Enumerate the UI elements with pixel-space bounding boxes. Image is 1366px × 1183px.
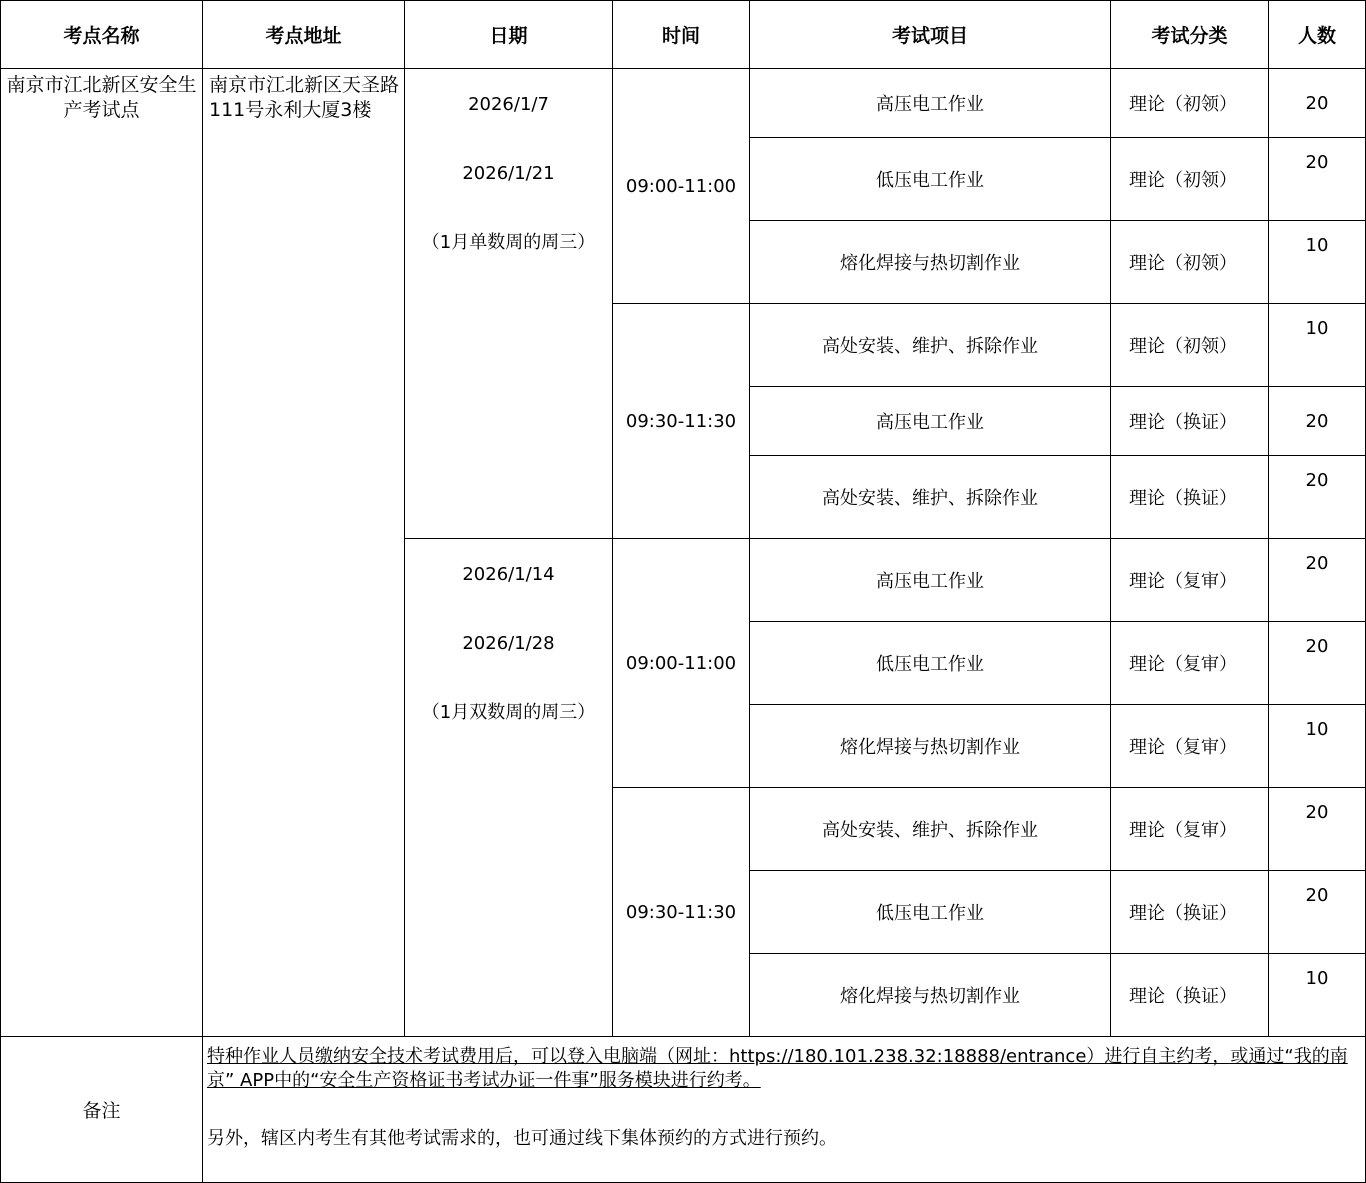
count-cell: 20 [1269,539,1366,622]
category-cell: 理论（复审） [1111,622,1269,705]
site-name-cell: 南京市江北新区安全生产考试点 [1,69,203,1037]
project-cell: 高处安装、维护、拆除作业 [750,788,1111,871]
note-row [1,1037,1366,1183]
header-date: 日期 [405,1,613,69]
category-cell: 理论（换证） [1111,954,1269,1037]
date-text: 2026/1/14 [462,564,555,585]
header-project: 考试项目 [750,1,1111,69]
header-category: 考试分类 [1111,1,1269,69]
date-text: 2026/1/7 [468,94,549,115]
category-cell: 理论（初领） [1111,304,1269,387]
project-cell: 高处安装、维护、拆除作业 [750,456,1111,539]
count-cell: 20 [1269,387,1366,456]
category-cell: 理论（换证） [1111,456,1269,539]
note-text-online-booking: 特种作业人员缴纳安全技术考试费用后，可以登入电脑端（网址：https://180.101.238.32:18888/entrance）进行自主约考，或通过“我的南京” APP中的“安全生产资格证书考试办证一件事”服务模块进行约考。 [207,1046,1348,1091]
project-cell: 低压电工作业 [750,138,1111,221]
project-cell: 低压电工作业 [750,622,1111,705]
date-note: （1月双数周的周三） [421,702,596,723]
category-cell: 理论（初领） [1111,69,1269,138]
project-cell: 低压电工作业 [750,871,1111,954]
date-text: 2026/1/21 [462,163,555,184]
count-cell: 20 [1269,871,1366,954]
note-text-offline-booking: 另外，辖区内考生有其他考试需求的，也可通过线下集体预约的方式进行预约。 [207,1128,837,1149]
count-cell: 10 [1269,221,1366,304]
time-cell: 09:00-11:00 [613,69,750,304]
time-cell: 09:30-11:30 [613,788,750,1037]
count-cell: 20 [1269,788,1366,871]
site-address-cell: 南京市江北新区天圣路111号永利大厦3楼 [203,69,405,1037]
category-cell: 理论（复审） [1111,788,1269,871]
category-cell: 理论（初领） [1111,138,1269,221]
project-cell: 熔化焊接与热切割作业 [750,705,1111,788]
count-cell: 20 [1269,69,1366,138]
count-cell: 20 [1269,138,1366,221]
count-cell: 20 [1269,456,1366,539]
date-cell [405,69,613,539]
project-cell: 高压电工作业 [750,387,1111,456]
header-count: 人数 [1269,1,1366,69]
date-note: （1月单数周的周三） [421,232,596,253]
note-body [203,1037,1366,1183]
time-cell: 09:30-11:30 [613,304,750,539]
project-cell: 熔化焊接与热切割作业 [750,221,1111,304]
count-cell: 10 [1269,954,1366,1037]
header-site: 考点名称 [1,1,203,69]
project-cell: 熔化焊接与热切割作业 [750,954,1111,1037]
category-cell: 理论（复审） [1111,705,1269,788]
count-cell: 10 [1269,304,1366,387]
count-cell: 20 [1269,622,1366,705]
header-row [1,1,1366,69]
category-cell: 理论（换证） [1111,387,1269,456]
project-cell: 高压电工作业 [750,539,1111,622]
header-address: 考点地址 [203,1,405,69]
note-label: 备注 [1,1037,203,1183]
category-cell: 理论（复审） [1111,539,1269,622]
project-cell: 高处安装、维护、拆除作业 [750,304,1111,387]
date-cell [405,539,613,1037]
date-text: 2026/1/28 [462,633,555,654]
time-cell: 09:00-11:00 [613,539,750,788]
category-cell: 理论（换证） [1111,871,1269,954]
category-cell: 理论（初领） [1111,221,1269,304]
project-cell: 高压电工作业 [750,69,1111,138]
table-row [1,69,1366,138]
header-time: 时间 [613,1,750,69]
count-cell: 10 [1269,705,1366,788]
